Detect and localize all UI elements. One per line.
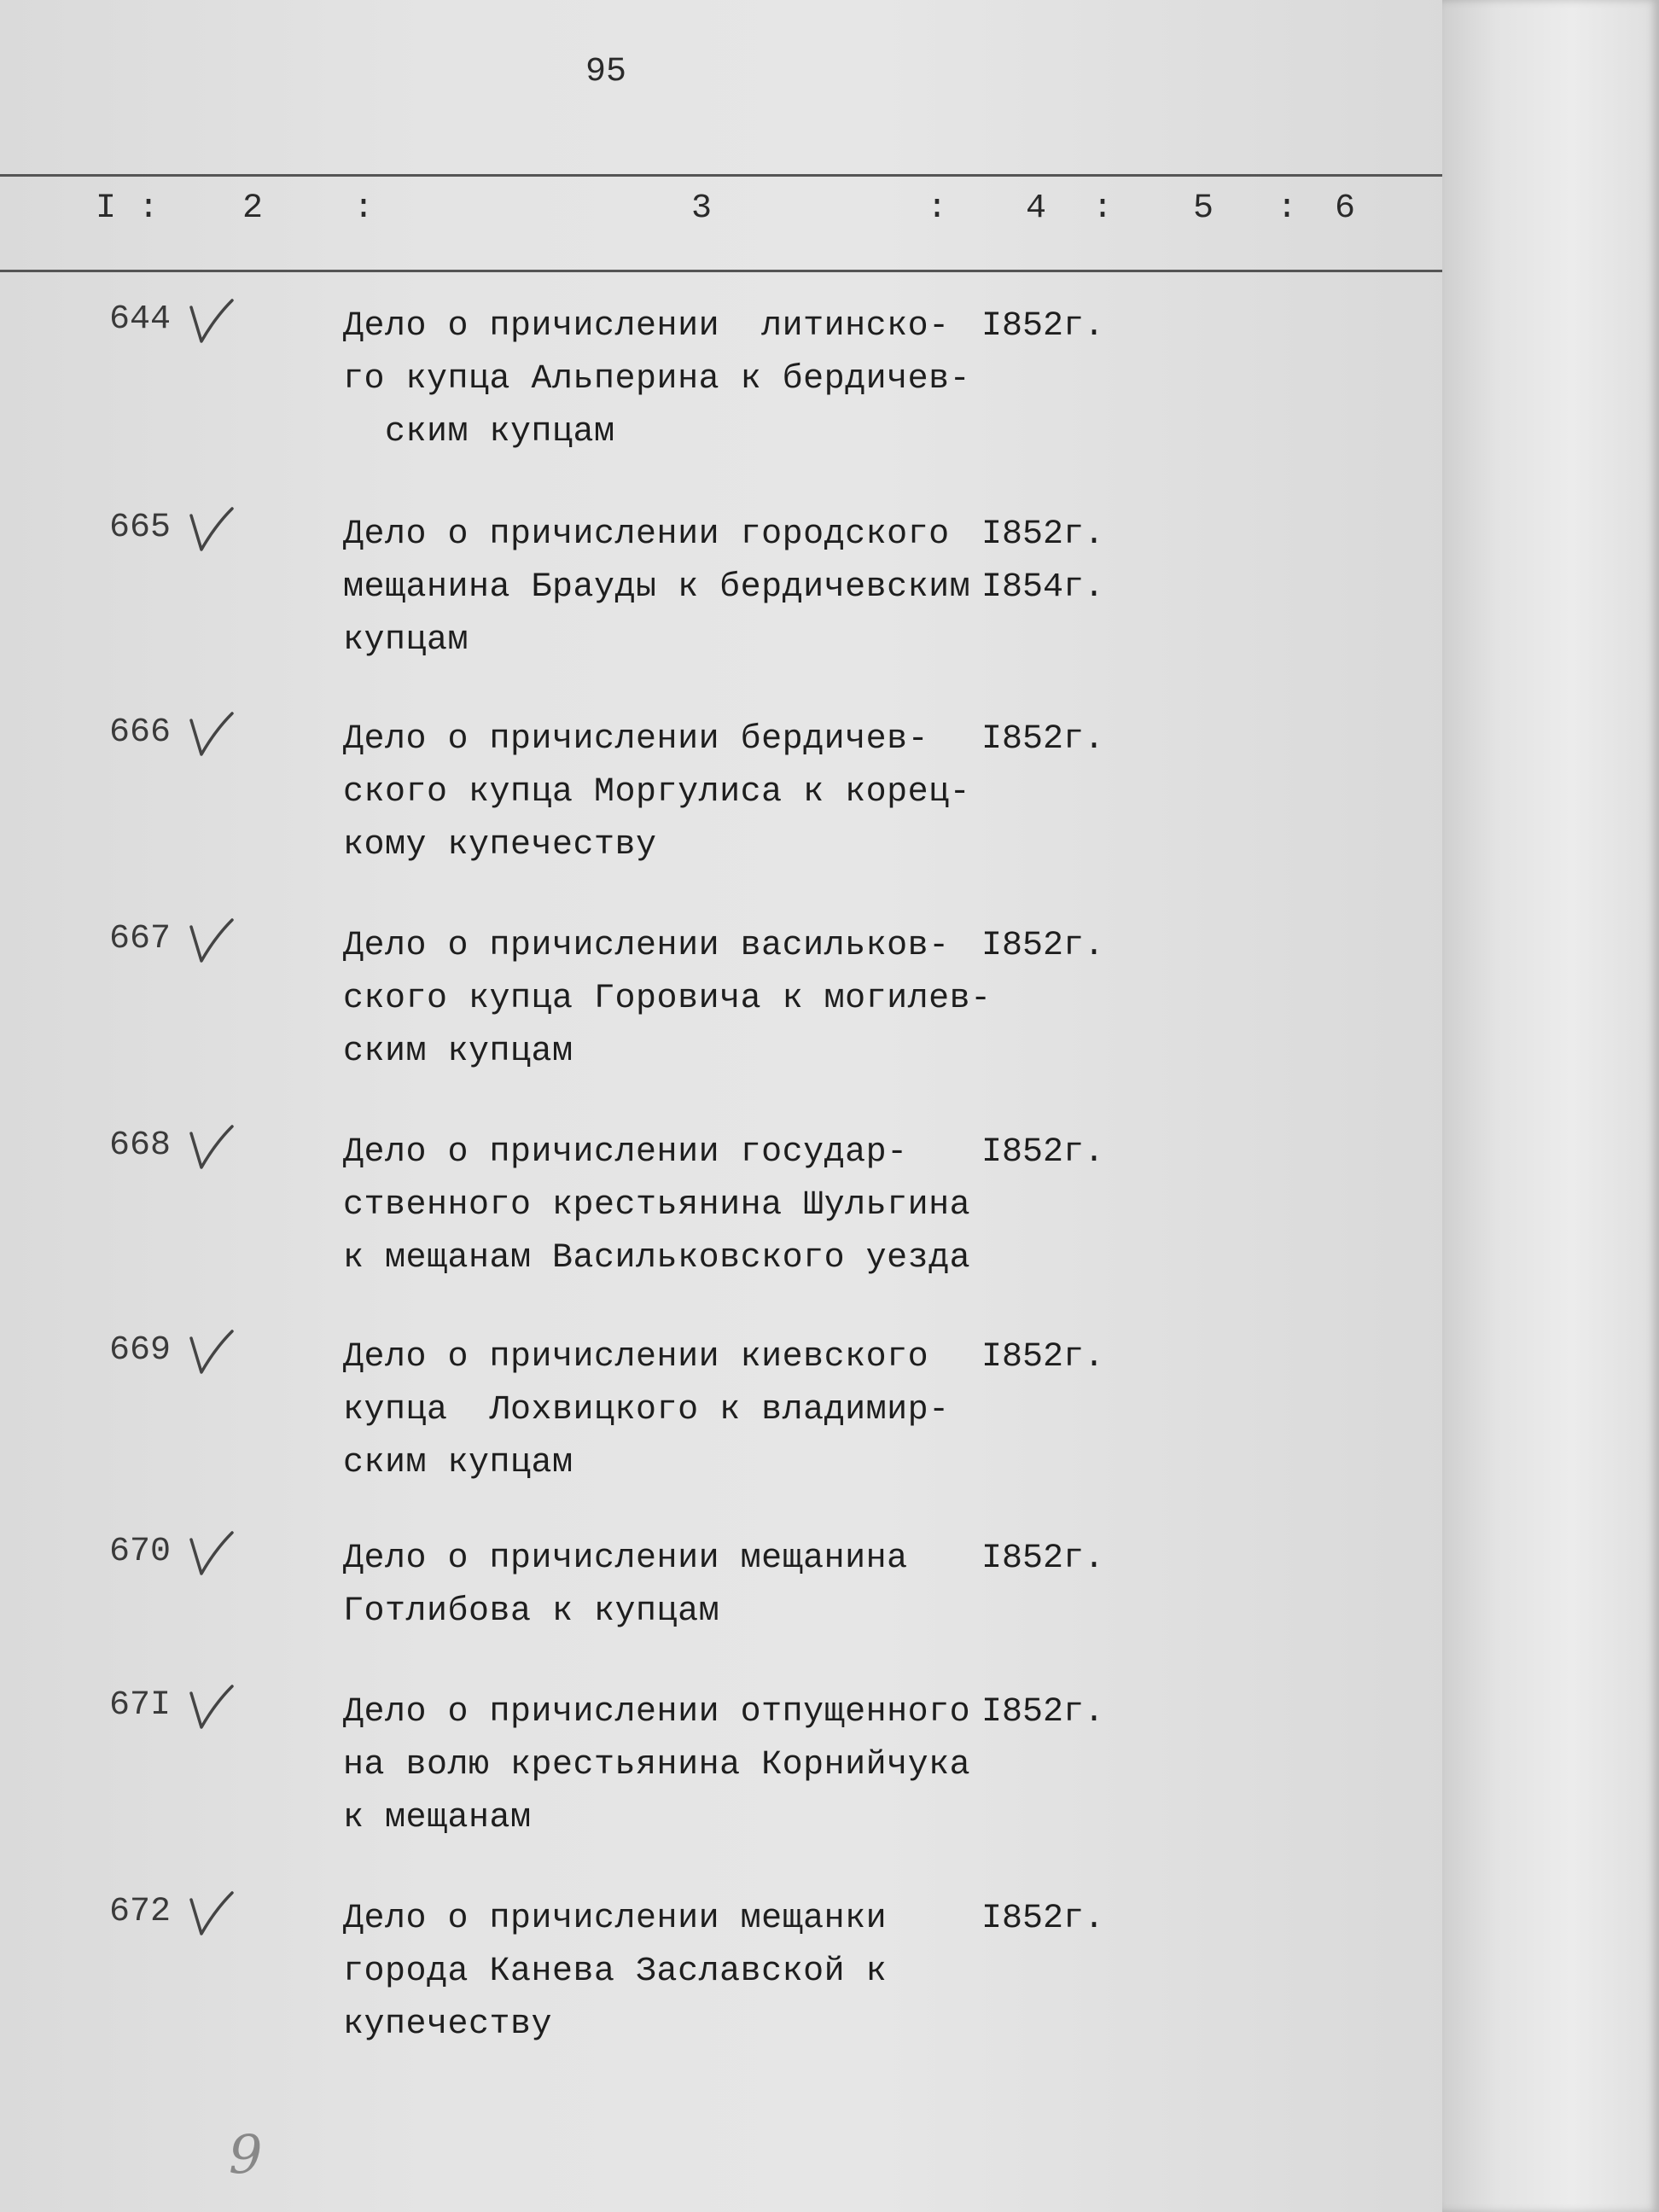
entry-description: [343, 1331, 950, 1490]
entry-number: 665: [109, 509, 172, 547]
entry-number: 668: [109, 1126, 172, 1165]
entry-year: I852г.: [981, 307, 1105, 346]
description-line: мещанина Брауды к бердичевским: [343, 568, 971, 607]
page-number: 95: [585, 53, 627, 91]
pencil-check-icon: [186, 1888, 237, 1939]
entry-description: [343, 920, 992, 1079]
column-header-5: 5: [1193, 189, 1214, 228]
entry-year: I852г.: [981, 1900, 1105, 1938]
column-header-6: 6: [1335, 189, 1356, 228]
description-line: Дело о причислении киевского: [343, 1338, 929, 1377]
column-separator: :: [1092, 189, 1114, 228]
entry-year: I852г.: [981, 1133, 1105, 1172]
entry-description: [343, 300, 970, 459]
description-line: го купца Альперина к бердичев-: [343, 360, 971, 399]
column-header-1: I: [96, 189, 117, 228]
description-line: кому купечеству: [343, 826, 657, 864]
description-line: Дело о причислении государ-: [343, 1133, 908, 1172]
entry-year: I852г.: [981, 1693, 1105, 1732]
column-separator: :: [353, 189, 375, 228]
pencil-check-icon: [186, 1681, 237, 1732]
description-line: города Канева Заславской к: [343, 1953, 888, 1991]
next-page-edge: [1442, 0, 1659, 2212]
pencil-check-icon: [186, 915, 237, 966]
entry-number: 67I: [109, 1686, 172, 1725]
pencil-check-icon: [186, 1528, 237, 1579]
pencil-check-icon: [186, 295, 237, 346]
description-line: Дело о причислении мещанина: [343, 1540, 908, 1578]
entry-description: [343, 1686, 970, 1845]
description-line: к мещанам Васильковского уезда: [343, 1239, 971, 1278]
entry-description: [343, 1126, 970, 1285]
entry-description: [343, 1893, 887, 2052]
column-header-2: 2: [242, 189, 264, 228]
description-line: ственного крестьянина Шульгина: [343, 1186, 971, 1225]
description-line: на волю крестьянина Корнийчука: [343, 1746, 971, 1784]
entry-year: I852г.: [981, 1338, 1105, 1377]
description-line: Дело о причислении отпущенного: [343, 1693, 971, 1732]
entry-year: I852г.: [981, 515, 1105, 554]
entry-year: I852г.: [981, 1540, 1105, 1578]
pencil-margin-note: 9: [229, 2123, 263, 2186]
description-line: ского купца Горовича к могилев-: [343, 980, 992, 1018]
entry-number: 667: [109, 920, 172, 958]
column-header-4: 4: [1026, 189, 1047, 228]
entry-year: I852г.: [981, 720, 1105, 759]
column-header-3: 3: [691, 189, 713, 228]
column-separator: :: [927, 189, 948, 228]
entry-number: 666: [109, 713, 172, 752]
description-line: купца Лохвицкого к владимир-: [343, 1391, 950, 1429]
description-line: Дело о причислении литинско-: [343, 307, 950, 346]
description-line: Дело о причислении бердичев-: [343, 720, 929, 759]
entry-number: 672: [109, 1893, 172, 1931]
description-line: Дело о причислении васильков-: [343, 927, 950, 965]
entry-year: I854г.: [981, 568, 1105, 607]
description-line: ского купца Моргулиса к корец-: [343, 773, 971, 812]
description-line: Дело о причислении мещанки: [343, 1900, 888, 1938]
pencil-check-icon: [186, 504, 237, 555]
pencil-check-icon: [186, 708, 237, 760]
entry-number: 670: [109, 1533, 172, 1571]
description-line: ским купцам: [343, 413, 615, 451]
column-separator: :: [138, 189, 160, 228]
entry-description: [343, 509, 970, 667]
column-separator: :: [1277, 189, 1298, 228]
description-line: купечеству: [343, 2005, 553, 2044]
entry-number: 644: [109, 300, 172, 339]
pencil-check-icon: [186, 1121, 237, 1173]
entry-year: I852г.: [981, 927, 1105, 965]
entry-description: [343, 713, 970, 872]
description-line: Готлибова к купцам: [343, 1592, 720, 1631]
header-rule-bottom: [0, 270, 1451, 272]
entry-description: [343, 1533, 908, 1639]
description-line: Дело о причислении городского: [343, 515, 950, 554]
description-line: к мещанам: [343, 1799, 532, 1837]
header-rule-top: [0, 174, 1451, 177]
pencil-check-icon: [186, 1326, 237, 1377]
description-line: купцам: [343, 621, 469, 660]
entry-number: 669: [109, 1331, 172, 1370]
description-line: ским купцам: [343, 1033, 573, 1071]
description-line: ским купцам: [343, 1444, 573, 1482]
